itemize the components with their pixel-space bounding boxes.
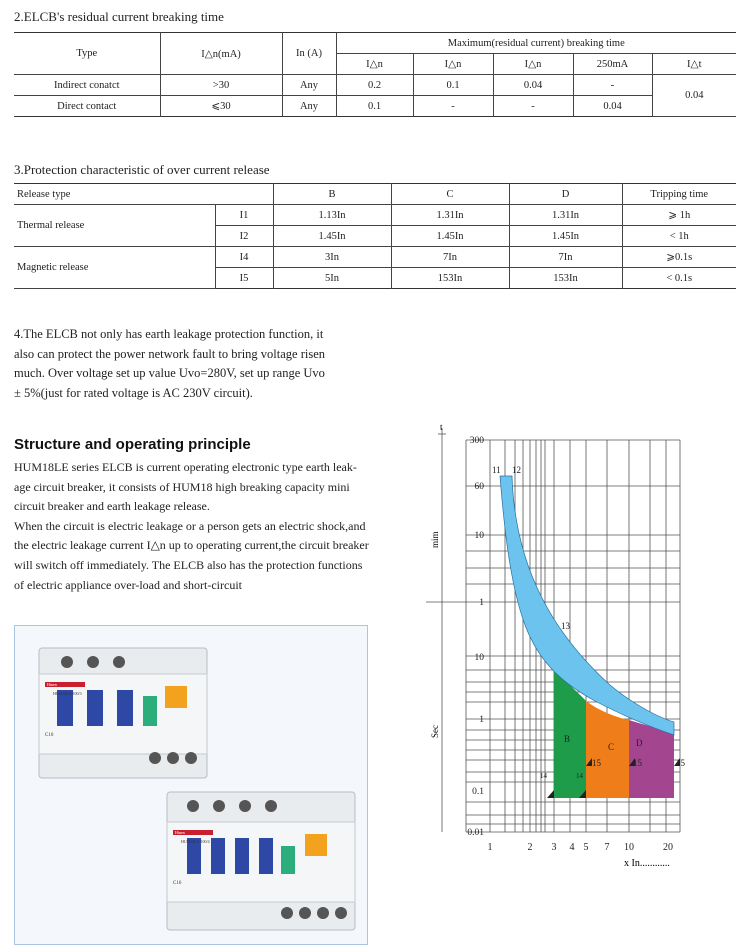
cell: 1.13In (273, 205, 391, 226)
cell: Direct contact (14, 96, 160, 117)
cell: 0.1 (413, 75, 493, 96)
header-c4: 250mA (573, 54, 652, 75)
y-tick: 10 (474, 653, 484, 663)
cell: I4 (215, 247, 273, 268)
x-tick: 5 (583, 842, 589, 853)
x-tick: 1 (487, 842, 493, 853)
curve-label-11: 11 (492, 465, 501, 475)
rating-label: C10 (45, 733, 54, 738)
cell: ⩾ 1h (622, 205, 736, 226)
curve-label-15: 15 (633, 758, 642, 768)
cell: 3In (273, 247, 391, 268)
y-tick: 300 (469, 436, 484, 446)
marker-14 (547, 790, 554, 798)
min-axis-label: mim (430, 531, 440, 548)
curve-label-b: B (564, 734, 571, 744)
x-tick: 2 (527, 842, 533, 853)
region-thermal (500, 476, 674, 735)
header-c: C (391, 184, 509, 205)
cell: I5 (215, 268, 273, 289)
structure-heading: Structure and operating principle (14, 436, 251, 453)
curve-label-14: 14 (576, 772, 583, 780)
table-row (14, 205, 736, 226)
curve-label-15: 15 (676, 758, 685, 768)
header-d: D (509, 184, 622, 205)
header-max-breaking: Maximum(residual current) breaking time (336, 33, 736, 54)
header-trip: Tripping time (622, 184, 736, 205)
cell: - (413, 96, 493, 117)
sec-axis-label: Sec (430, 725, 440, 738)
tripping-curve-chart (420, 420, 720, 870)
cell: >30 (160, 75, 282, 96)
curve-label-d: D (636, 738, 643, 748)
elcb-4-pole (167, 792, 355, 930)
y-tick: 60 (474, 482, 484, 492)
x-axis-label: x In............ (624, 858, 670, 869)
cell: 0.04 (493, 75, 573, 96)
magnetic-label: Magnetic release (14, 247, 215, 289)
cell: Any (282, 96, 336, 117)
cell: Indirect conatct (14, 75, 160, 96)
x-tick: 20 (663, 842, 673, 853)
y-tick: 10 (474, 531, 484, 541)
cell: - (573, 75, 652, 96)
protection-table (14, 183, 736, 289)
model-label: HUM18LE-100/4 (181, 839, 210, 844)
header-type: Type (14, 33, 160, 75)
brand-label: Hinen (175, 830, 185, 835)
cell: 0.04 (652, 75, 736, 117)
section2-title: 2.ELCB's residual current breaking time (14, 9, 224, 24)
header-c3: I△n (493, 54, 573, 75)
header-in-a: In (A) (282, 33, 336, 75)
curve-label-15: 15 (592, 758, 601, 768)
x-tick: 3 (551, 842, 557, 853)
breaking-time-table (14, 32, 736, 117)
header-b: B (273, 184, 391, 205)
section4-text (14, 325, 374, 403)
curve-label-13: 13 (561, 621, 570, 631)
text-line: 4.The ELCB not only has earth leakage protection function, it (14, 327, 324, 341)
cell: < 1h (622, 226, 736, 247)
header-in-ma: I△n(mA) (160, 33, 282, 75)
section3-title: 3.Protection characteristic of over current release (14, 162, 270, 177)
y-tick: 0.01 (467, 828, 484, 838)
text-line: the electric leakage current I△n up to operating current,the circuit breaker (14, 538, 369, 553)
cell: 153In (391, 268, 509, 289)
curve-label-14: 14 (540, 772, 547, 780)
cell: ⩾0.1s (622, 247, 736, 268)
text-line: also can protect the power network fault to bring voltage risen (14, 346, 326, 361)
table-row (14, 96, 736, 117)
text-line: When the circuit is electric leakage or a person gets an electric shock,and (14, 518, 366, 533)
header-c1: I△n (336, 54, 413, 75)
rating-label: C16 (173, 881, 182, 886)
y-tick: 0.1 (472, 787, 484, 797)
x-tick: 7 (604, 842, 610, 853)
elcb-illustration (15, 626, 367, 944)
text-line: age circuit breaker, it consists of HUM18 high breaking capacity mini (14, 479, 350, 494)
cell: 0.1 (336, 96, 413, 117)
thermal-label: Thermal release (14, 205, 215, 247)
product-photo (14, 625, 368, 945)
text-line: circuit breaker and earth leakage release. (14, 499, 210, 514)
cell: 1.45In (509, 226, 622, 247)
cell: I1 (215, 205, 273, 226)
cell: 1.45In (273, 226, 391, 247)
structure-text (14, 458, 394, 595)
table-row (14, 75, 736, 96)
cell: 153In (509, 268, 622, 289)
cell: Any (282, 75, 336, 96)
cell: 1.31In (391, 205, 509, 226)
model-label: HUM18LE-100/3 (53, 691, 82, 696)
cell: 7In (509, 247, 622, 268)
cell: ⩽30 (160, 96, 282, 117)
t-axis-label: t (440, 422, 443, 432)
curve-label-12: 12 (512, 465, 521, 475)
cell: 5In (273, 268, 391, 289)
cell: - (493, 96, 573, 117)
text-line: ± 5%(just for rated voltage is AC 230V circuit). (14, 385, 253, 400)
y-tick: 1 (479, 598, 484, 608)
curve-label-c: C (608, 742, 615, 752)
x-tick: 10 (624, 842, 634, 853)
cell: 0.04 (573, 96, 652, 117)
cell: 7In (391, 247, 509, 268)
elcb-3-pole (39, 648, 207, 778)
text-line: will switch off immediately. The ELCB also has the protection functions (14, 557, 363, 572)
brand-label: Hinen (47, 682, 57, 687)
text-line: much. Over voltage set up value Uvo=280V, set up range Uvo (14, 366, 325, 380)
text-line: HUM18LE series ELCB is current operating electronic type earth leak- (14, 460, 357, 474)
cell: I2 (215, 226, 273, 247)
cell: 0.2 (336, 75, 413, 96)
y-tick: 1 (479, 715, 484, 725)
cell: < 0.1s (622, 268, 736, 289)
header-c2: I△n (413, 54, 493, 75)
x-tick: 4 (569, 842, 575, 853)
header-c5: I△t (652, 54, 736, 75)
header-release: Release type (14, 184, 273, 205)
cell: 1.31In (509, 205, 622, 226)
cell: 1.45In (391, 226, 509, 247)
text-line: of electric appliance over-load and short-circuit (14, 577, 242, 592)
table-row (14, 247, 736, 268)
